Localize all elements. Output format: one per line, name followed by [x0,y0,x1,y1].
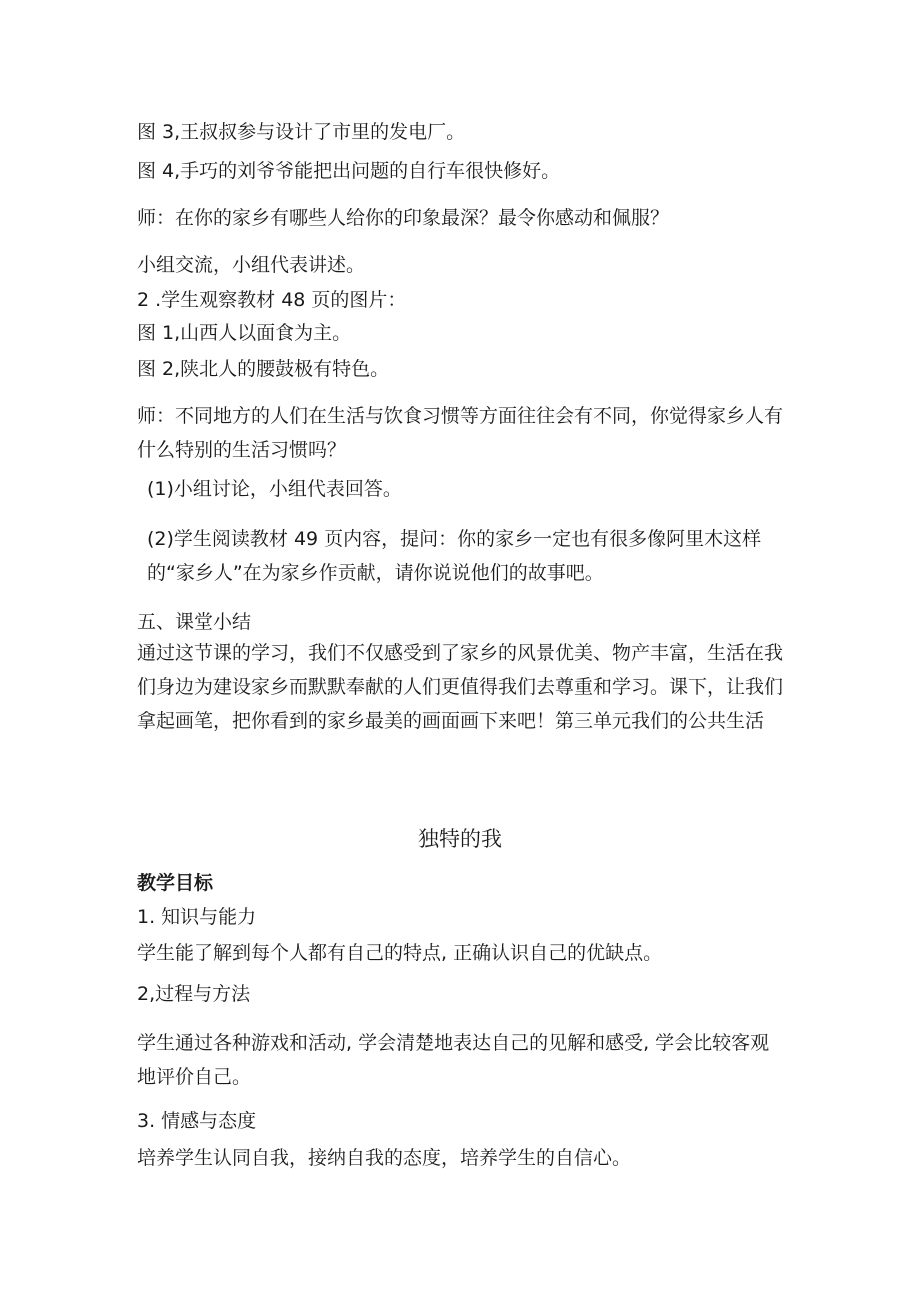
text-line-group-exchange: 小组交流，小组代表讲述。 [137,254,366,276]
goal-2-heading: 2,过程与方法 [137,983,251,1005]
section-summary-heading: 五、课堂小结 [137,611,252,633]
goal-1-heading: 1. 知识与能力 [137,906,257,928]
text-line-fig2: 图 2,陕北人的腰鼓极有特色。 [137,358,390,380]
step-2-reading-question: (2)学生阅读教材 49 页内容，提问：你的家乡一定也有很多像阿里木这样的“家乡人”在为家乡作贡献，请你说说他们的故事吧。 [147,528,762,584]
goal-3-heading: 3. 情感与态度 [137,1110,257,1132]
lesson-title: 独特的我 [418,827,502,851]
text-line-fig1: 图 1,山西人以面食为主。 [137,322,352,344]
teaching-goals-heading: 教学目标 [137,872,214,894]
text-line-fig4: 图 4,手巧的刘爷爷能把出问题的自行车很快修好。 [137,160,561,182]
step-1-group-discussion: (1)小组讨论，小组代表回答。 [147,478,402,500]
text-line-fig3: 图 3,王叔叔参与设计了市里的发电厂。 [137,121,466,143]
summary-paragraph: 通过这节课的学习，我们不仅感受到了家乡的风景优美、物产丰富，生活在我们身边为建设家乡而默默奉献的人们更值得我们去尊重和学习。课下，让我们拿起画笔，把你看到的家乡最美的画面画下来吧！第三单元我们的公共生活 [137,642,784,732]
teacher-question-2: 师：不同地方的人们在生活与饮食习惯等方面往往会有不同，你觉得家乡人有什么特别的生活习惯吗？ [137,405,784,461]
goal-1-text: 学生能了解到每个人都有自己的特点, 正确认识自己的优缺点。 [137,942,663,964]
step-2-heading: 2 .学生观察教材 48 页的图片： [137,289,407,311]
goal-2-text: 学生通过各种游戏和活动, 学会清楚地表达自己的见解和感受, 学会比较客观地评价自己。 [137,1032,770,1088]
teacher-question-1: 师：在你的家乡有哪些人给你的印象最深？最令你感动和佩服？ [137,207,670,229]
goal-3-text: 培养学生认同自我，接纳自我的态度，培养学生的自信心。 [137,1147,632,1169]
